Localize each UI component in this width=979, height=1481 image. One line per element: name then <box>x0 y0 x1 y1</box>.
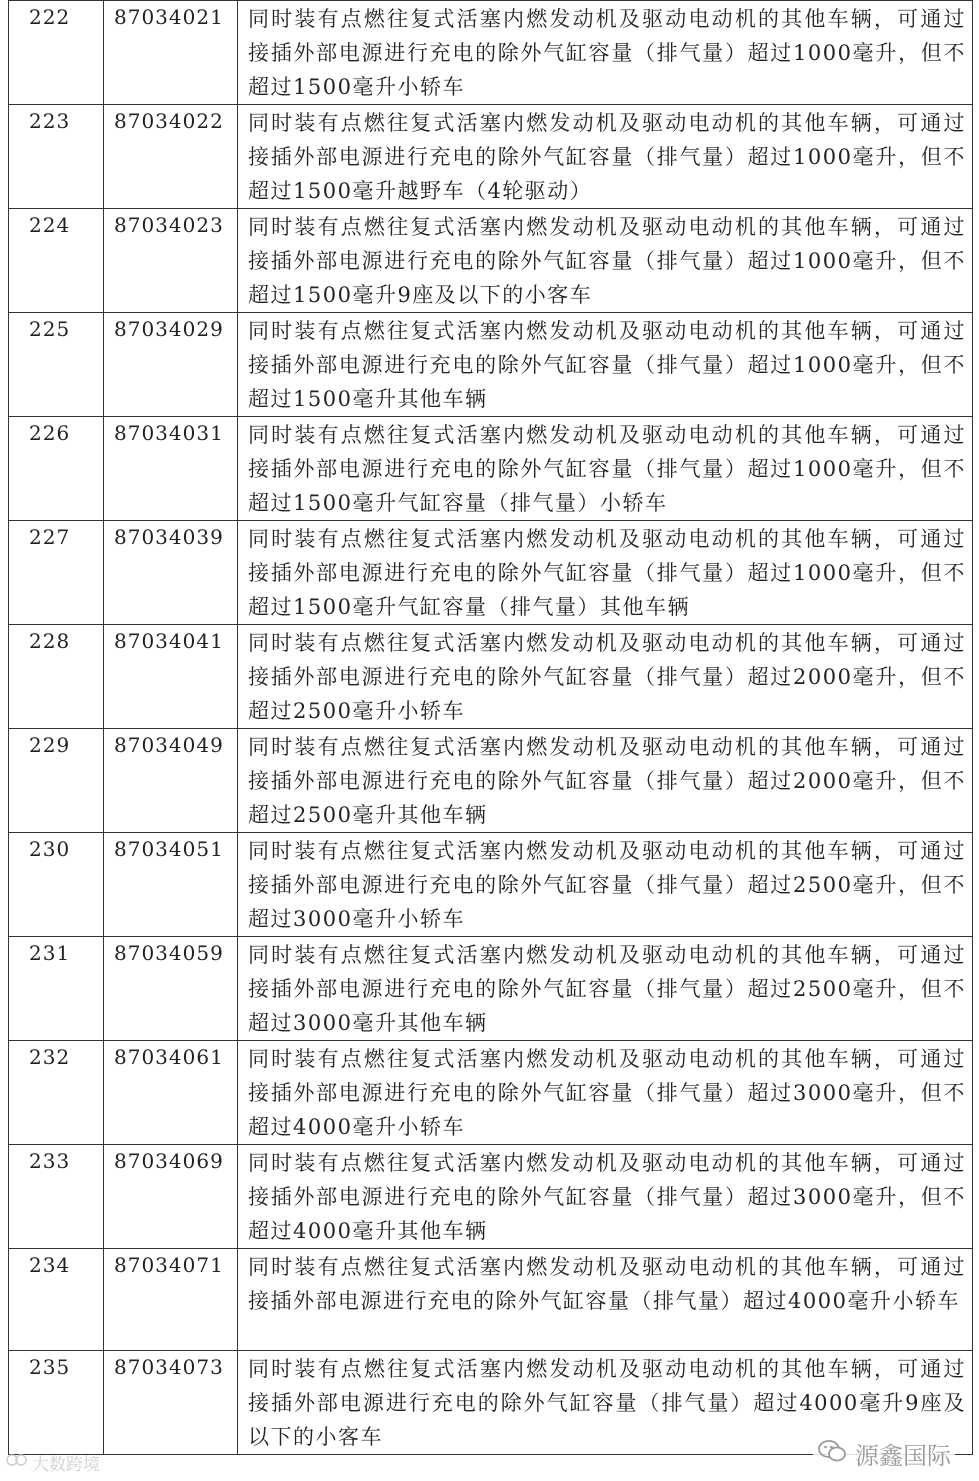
table-row <box>9 937 973 1041</box>
watermark-right-text: 源鑫国际 <box>855 1442 951 1470</box>
table-row <box>9 833 973 937</box>
hs-code: 87034031 <box>104 417 238 521</box>
watermark-left-text: 大数跨境 <box>32 1455 100 1475</box>
row-number: 231 <box>9 937 104 1041</box>
row-number: 228 <box>9 625 104 729</box>
row-number: 223 <box>9 105 104 209</box>
table-row <box>9 1145 973 1249</box>
goods-description: 同时装有点燃往复式活塞内燃发动机及驱动电动机的其他车辆，可通过接插外部电源进行充电的除外气缸容量（排气量）超过1000毫升，但不超过1500毫升气缸容量（排气量）其他车辆 <box>238 521 973 625</box>
watermark-right <box>813 1436 955 1471</box>
row-number: 230 <box>9 833 104 937</box>
table-row <box>9 1041 973 1145</box>
goods-description: 同时装有点燃往复式活塞内燃发动机及驱动电动机的其他车辆，可通过接插外部电源进行充电的除外气缸容量（排气量）超过2000毫升，但不超过2500毫升小轿车 <box>238 625 973 729</box>
table-row <box>9 1249 973 1351</box>
table-row <box>9 313 973 417</box>
table-row <box>9 105 973 209</box>
table-row <box>9 209 973 313</box>
goods-description: 同时装有点燃往复式活塞内燃发动机及驱动电动机的其他车辆，可通过接插外部电源进行充电的除外气缸容量（排气量）超过3000毫升，但不超过4000毫升其他车辆 <box>238 1145 973 1249</box>
goods-description: 同时装有点燃往复式活塞内燃发动机及驱动电动机的其他车辆，可通过接插外部电源进行充电的除外气缸容量（排气量）超过1000毫升，但不超过1500毫升越野车（4轮驱动） <box>238 105 973 209</box>
goods-description: 同时装有点燃往复式活塞内燃发动机及驱动电动机的其他车辆，可通过接插外部电源进行充电的除外气缸容量（排气量）超过2000毫升，但不超过2500毫升其他车辆 <box>238 729 973 833</box>
hs-code: 87034023 <box>104 209 238 313</box>
hs-code: 87034029 <box>104 313 238 417</box>
row-number: 235 <box>9 1351 104 1455</box>
row-number: 234 <box>9 1249 104 1351</box>
row-number: 227 <box>9 521 104 625</box>
hs-code: 87034061 <box>104 1041 238 1145</box>
goods-description: 同时装有点燃往复式活塞内燃发动机及驱动电动机的其他车辆，可通过接插外部电源进行充电的除外气缸容量（排气量）超过1000毫升，但不超过1500毫升9座及以下的小客车 <box>238 209 973 313</box>
table-row <box>9 417 973 521</box>
hs-code: 87034073 <box>104 1351 238 1455</box>
wechat-icon <box>817 1439 847 1469</box>
tariff-table <box>8 0 973 1455</box>
hs-code: 87034022 <box>104 105 238 209</box>
hs-code: 87034039 <box>104 521 238 625</box>
row-number: 224 <box>9 209 104 313</box>
watermark-logo-icon <box>6 1452 28 1473</box>
row-number: 229 <box>9 729 104 833</box>
hs-code: 87034059 <box>104 937 238 1041</box>
row-number: 232 <box>9 1041 104 1145</box>
table-row <box>9 625 973 729</box>
row-number: 225 <box>9 313 104 417</box>
row-number: 233 <box>9 1145 104 1249</box>
hs-code: 87034069 <box>104 1145 238 1249</box>
table-row <box>9 521 973 625</box>
goods-description: 同时装有点燃往复式活塞内燃发动机及驱动电动机的其他车辆，可通过接插外部电源进行充电的除外气缸容量（排气量）超过1000毫升，但不超过1500毫升小轿车 <box>238 1 973 105</box>
goods-description: 同时装有点燃往复式活塞内燃发动机及驱动电动机的其他车辆，可通过接插外部电源进行充电的除外气缸容量（排气量）超过3000毫升，但不超过4000毫升小轿车 <box>238 1041 973 1145</box>
table-row <box>9 729 973 833</box>
goods-description: 同时装有点燃往复式活塞内燃发动机及驱动电动机的其他车辆，可通过接插外部电源进行充电的除外气缸容量（排气量）超过4000毫升小轿车 <box>238 1249 973 1351</box>
hs-code: 87034021 <box>104 1 238 105</box>
hs-code: 87034049 <box>104 729 238 833</box>
hs-code: 87034051 <box>104 833 238 937</box>
goods-description: 同时装有点燃往复式活塞内燃发动机及驱动电动机的其他车辆，可通过接插外部电源进行充电的除外气缸容量（排气量）超过4000毫升9座及以下的小客车 <box>238 1351 973 1455</box>
watermark-left <box>6 1450 100 1475</box>
goods-description: 同时装有点燃往复式活塞内燃发动机及驱动电动机的其他车辆，可通过接插外部电源进行充电的除外气缸容量（排气量）超过2500毫升，但不超过3000毫升小轿车 <box>238 833 973 937</box>
goods-description: 同时装有点燃往复式活塞内燃发动机及驱动电动机的其他车辆，可通过接插外部电源进行充电的除外气缸容量（排气量）超过2500毫升，但不超过3000毫升其他车辆 <box>238 937 973 1041</box>
goods-description: 同时装有点燃往复式活塞内燃发动机及驱动电动机的其他车辆，可通过接插外部电源进行充电的除外气缸容量（排气量）超过1000毫升，但不超过1500毫升其他车辆 <box>238 313 973 417</box>
goods-description: 同时装有点燃往复式活塞内燃发动机及驱动电动机的其他车辆，可通过接插外部电源进行充电的除外气缸容量（排气量）超过1000毫升，但不超过1500毫升气缸容量（排气量）小轿车 <box>238 417 973 521</box>
hs-code: 87034041 <box>104 625 238 729</box>
row-number: 226 <box>9 417 104 521</box>
hs-code: 87034071 <box>104 1249 238 1351</box>
row-number: 222 <box>9 1 104 105</box>
table-row <box>9 1 973 105</box>
